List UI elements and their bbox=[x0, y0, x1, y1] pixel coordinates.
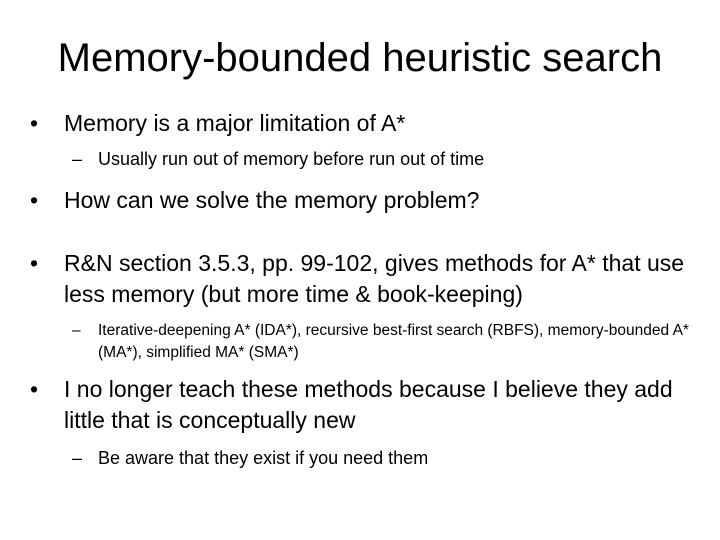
sub-bullet-item-3 bbox=[72, 447, 702, 470]
bullet-marker: • bbox=[30, 250, 39, 276]
sub-bullet-text: Be aware that they exist if you need them bbox=[98, 448, 429, 468]
bullet-item-4 bbox=[30, 374, 702, 436]
sub-bullet-item-1 bbox=[72, 148, 702, 171]
sub-bullet-text: Usually run out of memory before run out of time bbox=[98, 149, 485, 169]
dash-marker: – bbox=[72, 149, 83, 169]
bullet-marker: • bbox=[30, 187, 39, 213]
bullet-text: How can we solve the memory problem? bbox=[64, 187, 480, 213]
bullet-marker: • bbox=[30, 376, 39, 402]
bullet-marker: • bbox=[30, 110, 39, 136]
dash-marker: – bbox=[72, 448, 83, 468]
bullet-text: Memory is a major limitation of A* bbox=[64, 110, 406, 136]
sub-bullet-text: Iterative-deepening A* (IDA*), recursive best-first search (RBFS), memory-bounded A* (MA*), simplified MA* (SMA*) bbox=[98, 322, 689, 361]
sub-bullet-item-2 bbox=[72, 320, 702, 364]
bullet-item-2 bbox=[30, 185, 702, 216]
bullet-text: I no longer teach these methods because I believe they add little that is conceptually new bbox=[64, 376, 673, 433]
bullet-text: R&N section 3.5.3, pp. 99-102, gives methods for A* that use less memory (but more time & book-keeping) bbox=[64, 250, 685, 307]
dash-marker: – bbox=[72, 322, 81, 339]
bullet-item-1 bbox=[30, 108, 702, 139]
slide-title: Memory-bounded heuristic search bbox=[57, 36, 663, 80]
bullet-item-3 bbox=[30, 248, 702, 310]
